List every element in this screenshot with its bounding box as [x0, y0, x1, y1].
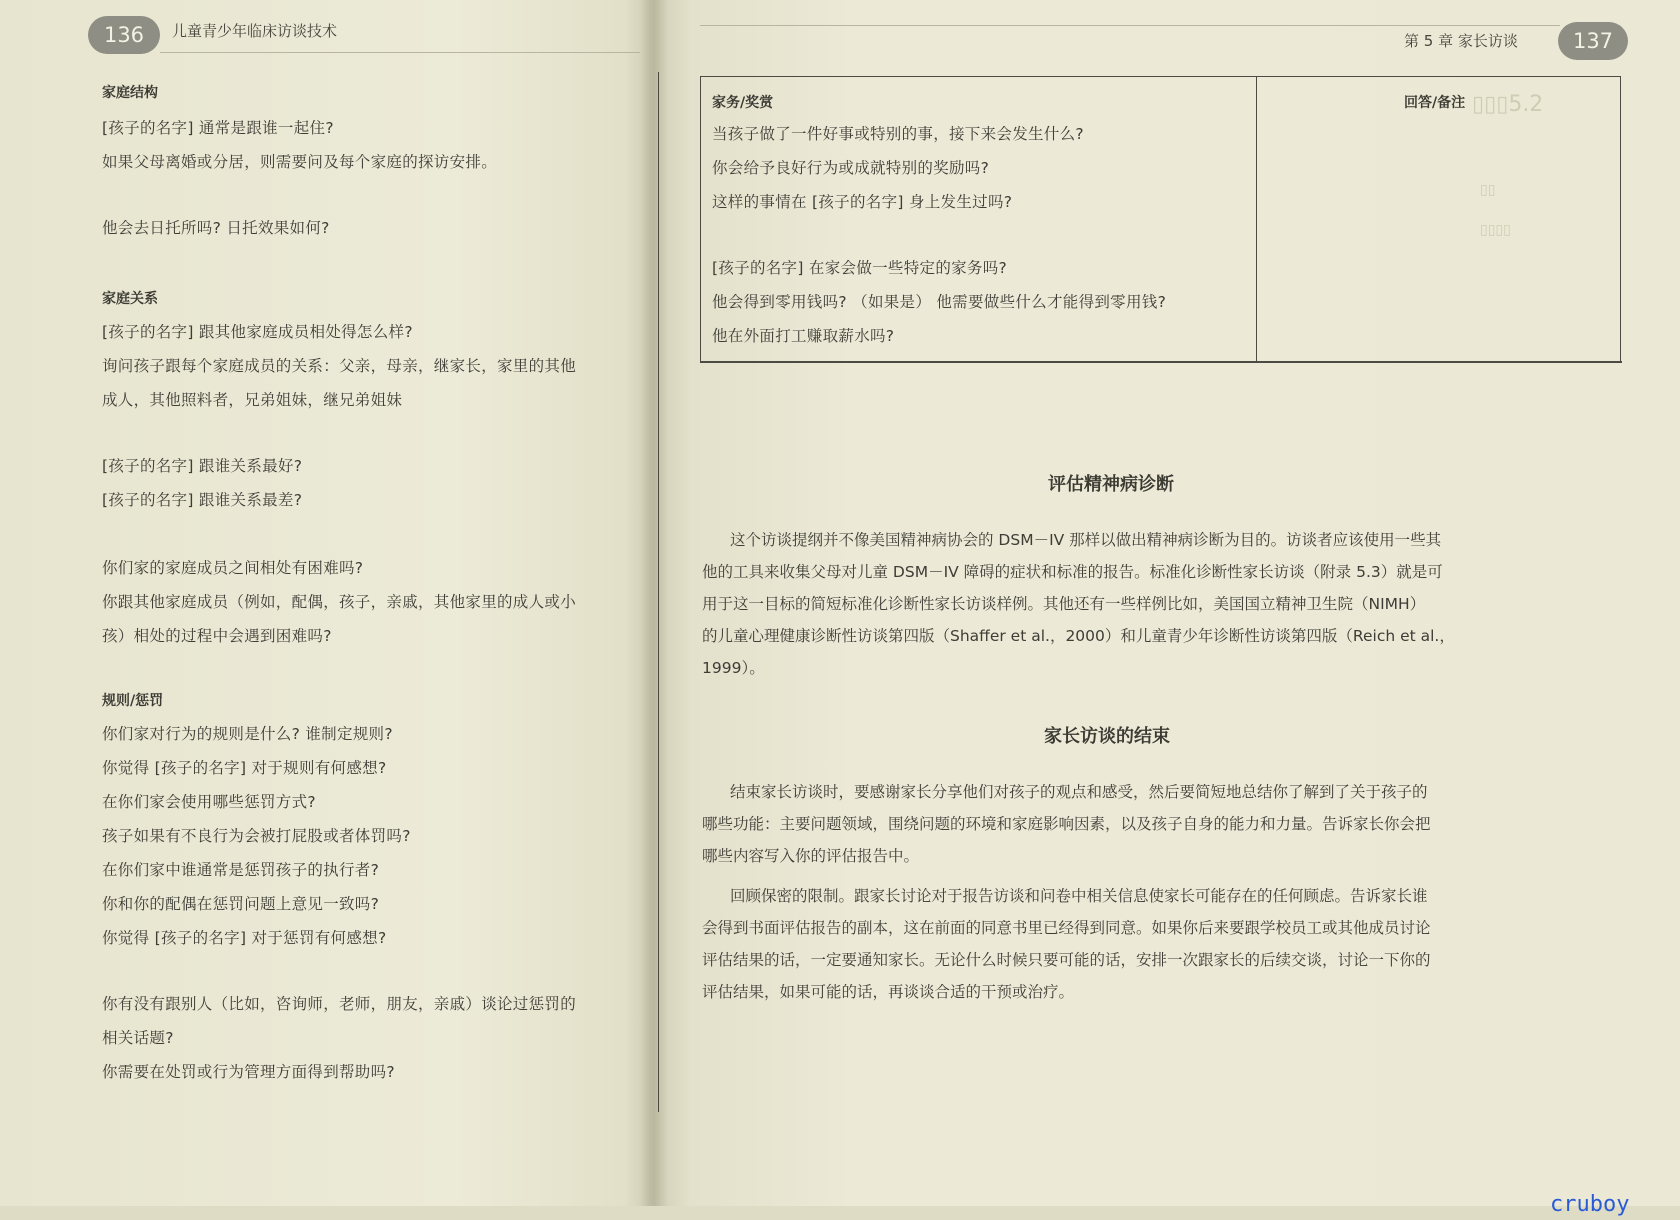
page-number-right: 137	[1558, 22, 1628, 60]
question-line: 相关话题?	[102, 1029, 174, 1047]
question-line: 这样的事情在 [孩子的名字] 身上发生过吗?	[712, 193, 1013, 211]
question-line: 你有没有跟别人（比如，咨询师，老师，朋友，亲戚）谈论过惩罚的	[102, 995, 577, 1013]
table-border	[1620, 76, 1621, 362]
paragraph-line: 结束家长访谈时，要感谢家长分享他们对孩子的观点和感受，然后要简短地总结你了解到了关于孩子的	[730, 783, 1428, 801]
header-divider	[160, 52, 640, 53]
question-line: 询问孩子跟每个家庭成员的关系：父亲，母亲，继家长，家里的其他	[102, 357, 577, 375]
table-border	[700, 76, 1620, 77]
question-line: 他会得到零用钱吗? （如果是） 他需要做些什么才能得到零用钱?	[712, 293, 1167, 311]
paragraph-line: 他的工具来收集父母对儿童 DSM－IV 障碍的症状和标准的报告。标准化诊断性家长访谈（附录 5.3）就是可	[702, 563, 1443, 581]
question-line: 你需要在处罚或行为管理方面得到帮助吗?	[102, 1063, 395, 1081]
question-line: 你们家的家庭成员之间相处有困难吗?	[102, 559, 364, 577]
question-line: [孩子的名字] 跟其他家庭成员相处得怎么样?	[102, 323, 413, 341]
paragraph-line: 评估结果，如果可能的话，再谈谈合适的干预或治疗。	[702, 983, 1075, 1001]
paragraph-line: 这个访谈提纲并不像美国精神病协会的 DSM－IV 那样以做出精神病诊断为目的。访谈者应该使用一些其	[730, 531, 1442, 549]
paragraph-line: 哪些功能：主要问题领域，围绕问题的环境和家庭影响因素，以及孩子自身的能力和力量。告诉家长你会把	[702, 815, 1431, 833]
question-line: 孩子如果有不良行为会被打屁股或者体罚吗?	[102, 827, 411, 845]
show-through-text: ▯▯▯▯	[1480, 222, 1511, 238]
page-number-left: 136	[88, 16, 160, 54]
book-title: 儿童青少年临床访谈技术	[172, 22, 338, 40]
question-line: 当孩子做了一件好事或特别的事，接下来会发生什么?	[712, 125, 1084, 143]
question-line: [孩子的名字] 通常是跟谁一起住?	[102, 119, 334, 137]
question-line: 他会去日托所吗? 日托效果如何?	[102, 219, 330, 237]
paragraph-diagnosis	[702, 528, 1542, 688]
question-line: [孩子的名字] 跟谁关系最差?	[102, 491, 303, 509]
section-heading-family-structure: 家庭结构	[102, 85, 158, 101]
question-line: [孩子的名字] 跟谁关系最好?	[102, 457, 303, 475]
question-line: 如果父母离婚或分居，则需要问及每个家庭的探访安排。	[102, 153, 498, 171]
paragraph-line: 会得到书面评估报告的副本，这在前面的同意书里已经得到同意。如果你后来要跟学校员工或其他成员讨论	[702, 919, 1431, 937]
table-border	[1256, 76, 1257, 362]
paragraph-line: 1999）。	[702, 659, 765, 677]
header-divider	[700, 25, 1560, 26]
question-line: 你和你的配偶在惩罚问题上意见一致吗?	[102, 895, 380, 913]
question-line: 你觉得 [孩子的名字] 对于规则有何感想?	[102, 759, 387, 777]
paragraph-closing-1	[702, 780, 1542, 876]
page-bottom-edge	[0, 1206, 1680, 1220]
chores-rewards-cell	[712, 86, 1252, 356]
question-line: 你会给予良好行为或成就特别的奖励吗?	[712, 159, 990, 177]
question-line: 在你们家会使用哪些惩罚方式?	[102, 793, 316, 811]
question-line: 成人，其他照料者，兄弟姐妹，继兄弟姐妹	[102, 391, 403, 409]
question-line: 你觉得 [孩子的名字] 对于惩罚有何感想?	[102, 929, 387, 947]
left-question-column	[102, 82, 657, 1112]
paragraph-line: 的儿童心理健康诊断性访谈第四版（Shaffer et al.，2000）和儿童青少年诊断性访谈第四版（Reich et al.，	[702, 627, 1455, 645]
table-border	[700, 361, 1622, 363]
section-heading-family-relations: 家庭关系	[102, 291, 158, 307]
show-through-text: ▯▯▯5.2	[1472, 92, 1544, 117]
question-line: 在你们家中谁通常是惩罚孩子的执行者?	[102, 861, 380, 879]
question-line: 孩）相处的过程中会遇到困难吗?	[102, 627, 332, 645]
chapter-title: 第 5 章 家长访谈	[1404, 32, 1518, 50]
section-heading-rules-punishment: 规则/惩罚	[102, 693, 164, 709]
question-line: 你们家对行为的规则是什么? 谁制定规则?	[102, 725, 393, 743]
table-border	[700, 76, 701, 362]
paragraph-line: 回顾保密的限制。跟家长讨论对于报告访谈和问卷中相关信息使家长可能存在的任何顾虑。告诉家长谁	[730, 887, 1428, 905]
section-heading-closing: 家长访谈的结束	[1044, 726, 1170, 747]
show-through-text: ▯▯	[1480, 182, 1496, 198]
watermark: cruboy	[1550, 1192, 1630, 1217]
question-line: [孩子的名字] 在家会做一些特定的家务吗?	[712, 259, 1008, 277]
paragraph-closing-2	[702, 884, 1542, 1012]
question-line: 他在外面打工赚取薪水吗?	[712, 327, 895, 345]
section-heading-chores-rewards: 家务/奖赏	[712, 95, 774, 111]
paragraph-line: 哪些内容写入你的评估报告中。	[702, 847, 920, 865]
column-rule	[658, 72, 659, 1112]
question-line: 你跟其他家庭成员（例如，配偶，孩子，亲戚，其他家里的成人或小	[102, 593, 577, 611]
section-heading-diagnosis: 评估精神病诊断	[1048, 474, 1174, 495]
paragraph-line: 评估结果的话，一定要通知家长。无论什么时候只要可能的话，安排一次跟家长的后续交谈，讨论一下你的	[702, 951, 1431, 969]
paragraph-line: 用于这一目标的简短标准化诊断性家长访谈样例。其他还有一些样例比如，美国国立精神卫生院（NIMH）	[702, 595, 1426, 613]
answer-column-heading: 回答/备注	[1404, 95, 1466, 111]
